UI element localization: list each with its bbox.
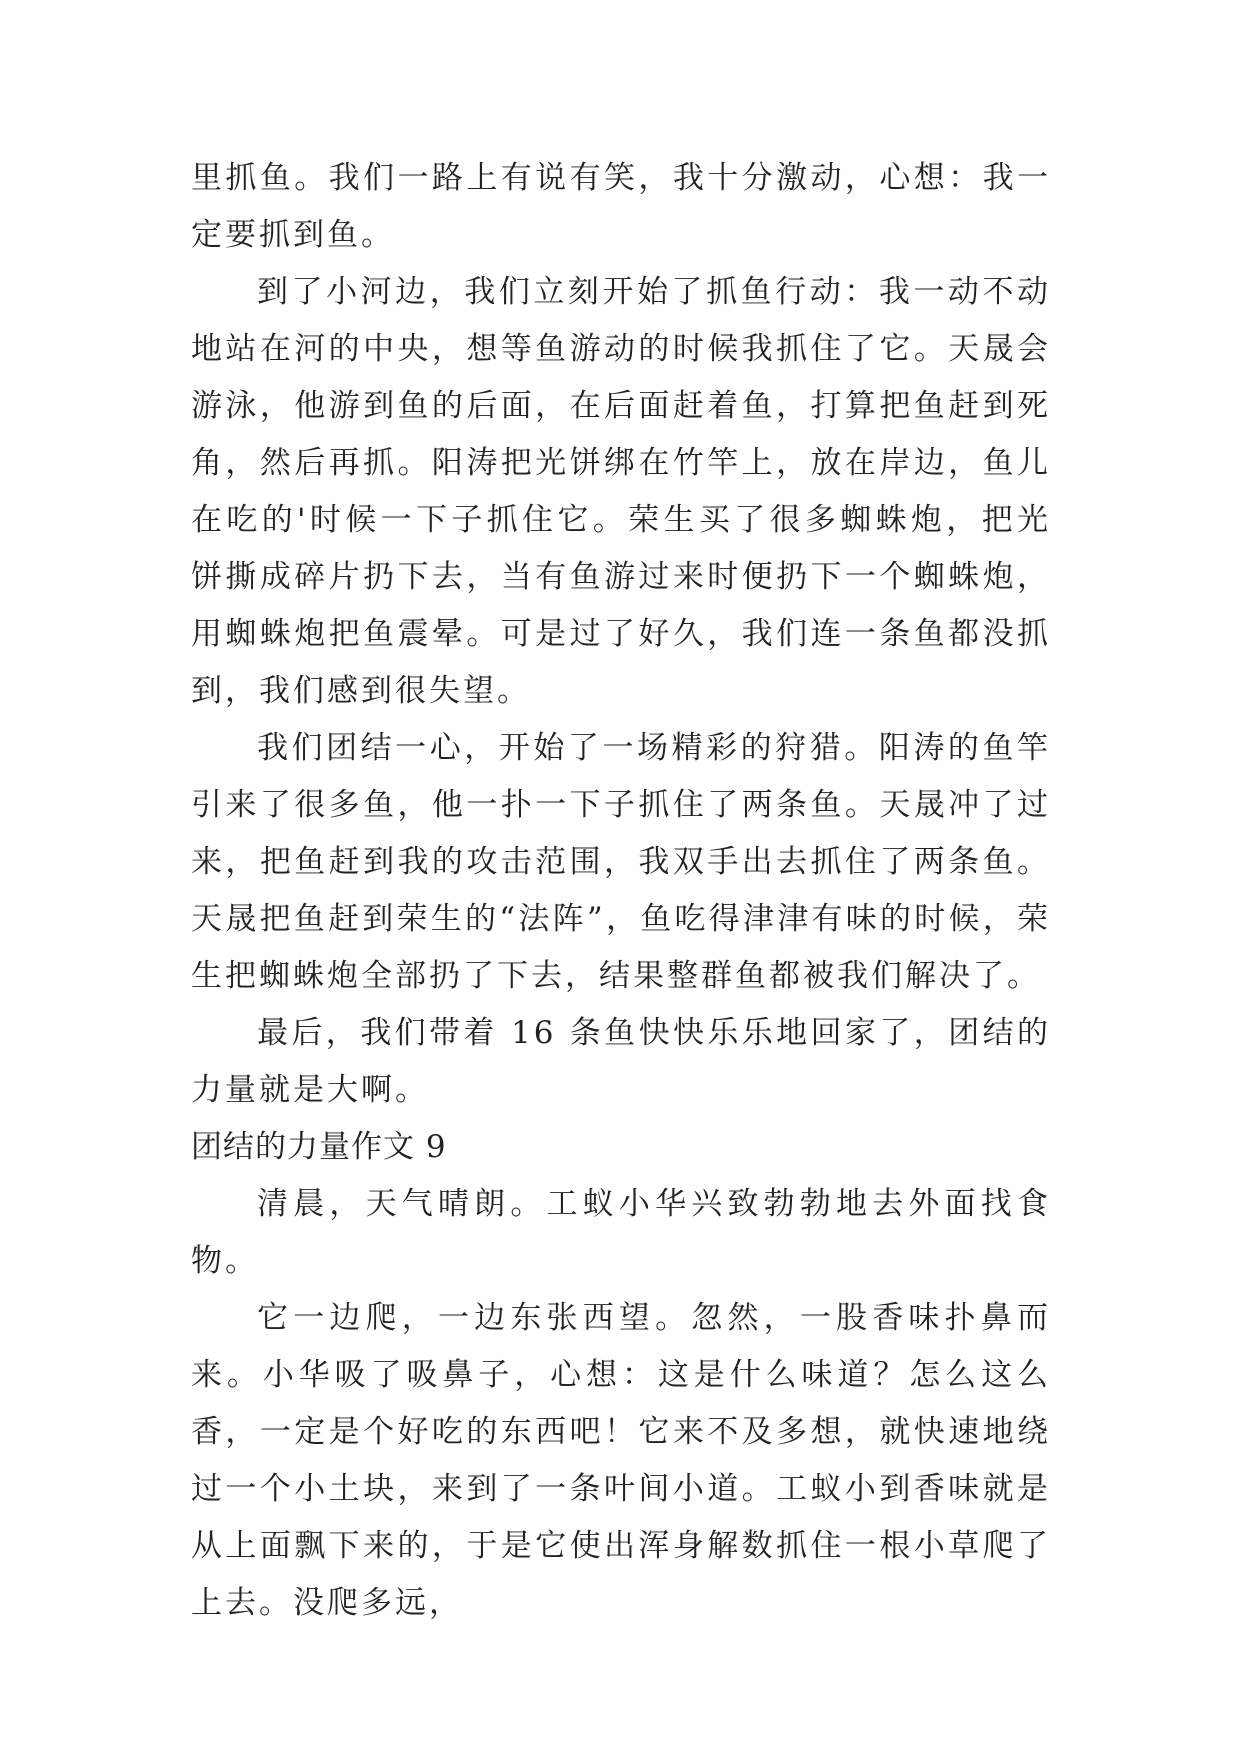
paragraph-1: 里抓鱼。我们一路上有说有笑，我十分激动，心想：我一定要抓到鱼。 (191, 160, 1051, 253)
document-page (191, 150, 1051, 1632)
paragraph-3: 我们团结一心，开始了一场精彩的狩猎。阳涛的鱼竿引来了很多鱼，他一扑一下子抓住了两条鱼。天晟冲了过来，把鱼赶到我的攻击范围，我双手出去抓住了两条鱼。天晟把鱼赶到荣生的“法阵”，鱼吃得津津有味的时候，荣生把蜘蛛炮全部扔了下去，结果整群鱼都被我们解决了。 (191, 730, 1051, 994)
paragraph-4: 最后，我们带着 16 条鱼快快乐乐地回家了，团结的力量就是大啊。 (191, 1015, 1051, 1108)
paragraph-6: 它一边爬，一边东张西望。忽然，一股香味扑鼻而来。小华吸了吸鼻子，心想：这是什么味道？怎么这么香，一定是个好吃的东西吧！它来不及多想，就快速地绕过一个小土块，来到了一条叶间小道。工蚁小到香味就是从上面飘下来的，于是它使出浑身解数抓住一根小草爬了上去。没爬多远， (191, 1300, 1051, 1621)
paragraph-5: 清晨，天气晴朗。工蚁小华兴致勃勃地去外面找食物。 (191, 1186, 1051, 1279)
paragraph-2: 到了小河边，我们立刻开始了抓鱼行动：我一动不动地站在河的中央，想等鱼游动的时候我抓住了它。天晟会游泳，他游到鱼的后面，在后面赶着鱼，打算把鱼赶到死角，然后再抓。阳涛把光饼绑在竹竿上，放在岸边，鱼儿在吃的'时候一下子抓住它。荣生买了很多蜘蛛炮，把光饼撕成碎片扔下去，当有鱼游过来时便扔下一个蜘蛛炮，用蜘蛛炮把鱼震晕。可是过了好久，我们连一条鱼都没抓到，我们感到很失望。 (191, 274, 1051, 709)
section-title: 团结的力量作文 9 (191, 1129, 447, 1165)
